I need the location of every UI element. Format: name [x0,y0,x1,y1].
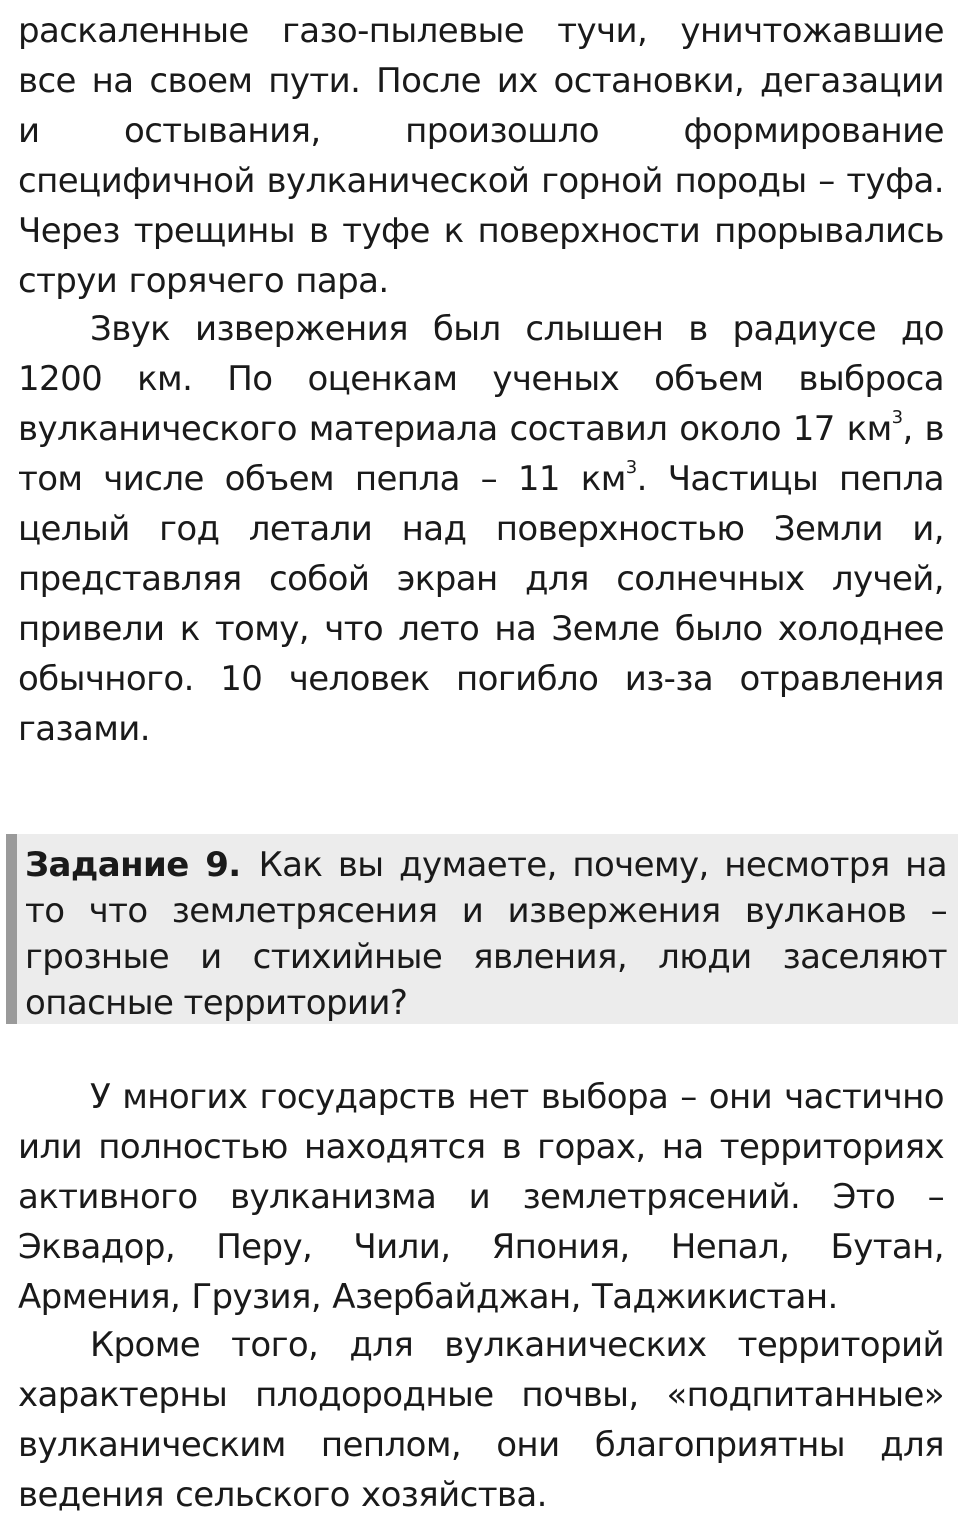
eruption-text-part-3: . Частицы пепла целый год летали над поверхностью Земли и, представляя собой экран для солнечных лучей, привели к тому, что лето на Земле было холоднее обычного. 10 человек погибло из-за отравления газами. [18,459,944,749]
paragraph-tuff: раскаленные газо-пылевые тучи, уничтожавшие все на своем пути. После их остановки, дегазации и остывания, произошло формирование специфичной вулканической горной породы – туфа. Через трещины в туфе к поверхности прорывались струи горячего пара. [18,11,944,301]
task-text [25,842,947,1026]
task-question: Как вы думаете, почему, несмотря на то что землетрясения и извержения вулканов – грозные и стихийные явления, люди заселяют опасные территории? [25,845,947,1023]
task-label: Задание 9. [25,845,241,885]
paragraph-eruption-sound [18,304,944,754]
answer-paragraph-countries: У многих государств нет выбора – они частично или полностью находятся в горах, на территориях активного вулканизма и землетрясений. Это – Эквадор, Перу, Чили, Япония, Непал, Бутан, Армения, Грузия, Азербайджан, Таджикистан. [18,1077,944,1317]
eruption-text-part-1: Звук извержения был слышен в радиусе до 1200 км. По оценкам ученых объем выброса вулканического материала составил около 17 км [18,309,944,449]
answer-paragraph-soils: Кроме того, для вулканических территорий характерны плодородные почвы, «подпитанные» вулканическим пеплом, они благоприятны для ведения сельского хозяйства. [18,1325,944,1515]
eruption-text-part-2: , в том числе объем пепла – 11 км [18,409,944,499]
superscript-cubic-1: 3 [891,407,903,428]
superscript-cubic-2: 3 [625,457,637,478]
task-box [6,834,958,1024]
